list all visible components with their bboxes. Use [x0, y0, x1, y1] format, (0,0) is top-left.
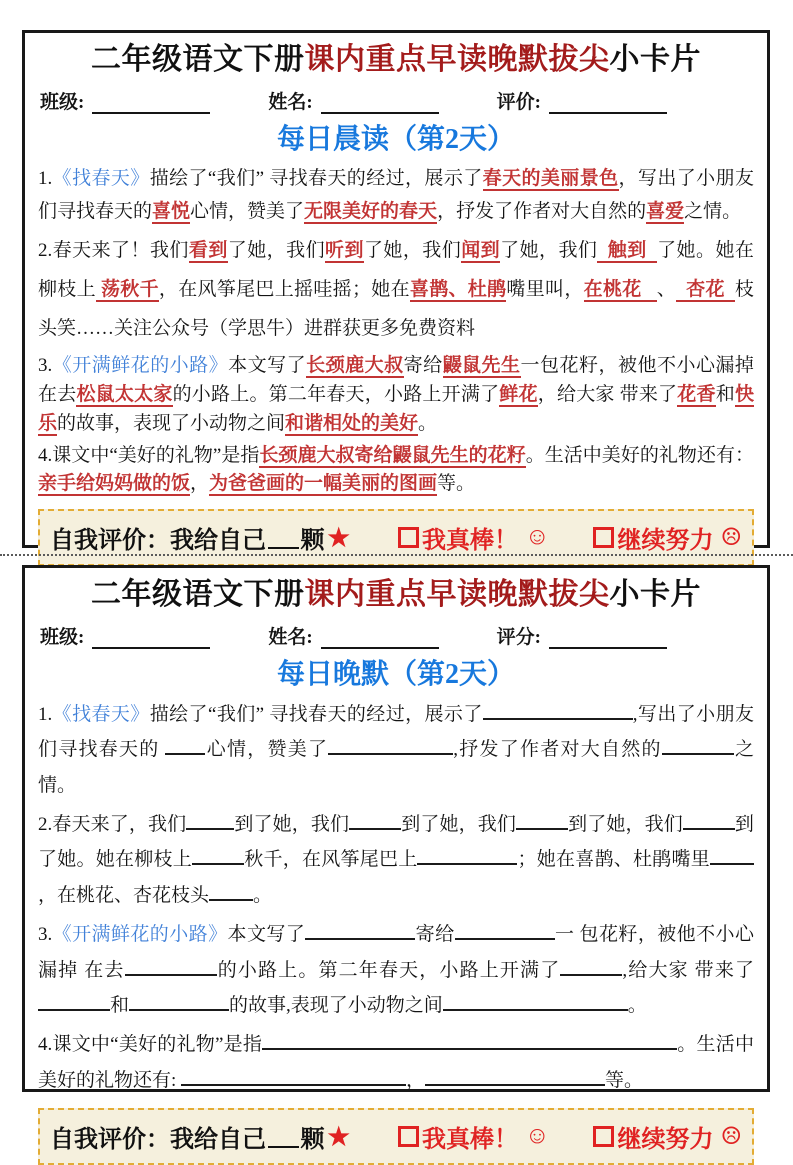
answer-text: 在桃花: [583, 279, 657, 301]
fill-in-blank[interactable]: [305, 922, 415, 940]
answer-text: 喜鹊、杜鹃: [409, 279, 507, 301]
sad-face-icon: ☹: [720, 1124, 742, 1151]
answer-text: 长颈鹿大叔: [306, 354, 404, 376]
score-field: [497, 622, 667, 649]
body-text: 到了她，我们: [567, 813, 683, 835]
class-label: 班级:: [40, 626, 85, 648]
lesson-title-text: 《找春天》: [52, 167, 150, 189]
self-eval-label: 自我评价：我给自己: [50, 1127, 266, 1154]
answer-text: 亲手给妈妈做的饭: [38, 473, 191, 495]
body-text: 了她，我们: [500, 240, 598, 262]
fill-in-blank[interactable]: [560, 957, 622, 975]
body-text: ,抒发了作者对大自然的: [453, 739, 662, 761]
question-item-1: [38, 697, 754, 804]
body-text: ，: [190, 473, 210, 495]
fill-in-blank[interactable]: [165, 737, 205, 755]
question-item-3: [38, 917, 754, 1024]
body-text: 。生活中美好的礼物还有：: [525, 444, 754, 466]
class-field: [40, 622, 210, 649]
evening-dictation-card: [22, 565, 770, 1154]
fill-in-blank[interactable]: [443, 993, 628, 1011]
title-text-red: 课内重点早读晚默拔尖: [304, 578, 610, 611]
section-heading-morning: 每日晨读（第2天）: [276, 123, 515, 155]
body-text: 的小路上。第二年春天，小路上开满了: [172, 383, 500, 405]
answer-text: 触到: [597, 240, 658, 262]
self-evaluation-box: [38, 509, 754, 566]
sad-face-icon: ☹: [720, 525, 742, 552]
body-text: 一 包花籽，被他不小心漏掉 在去: [38, 923, 754, 981]
evaluation-input-line[interactable]: [549, 95, 667, 113]
score-label: 评分:: [496, 626, 541, 648]
header-fields: [40, 87, 752, 114]
body-text: 的小路上。第二年春天，小路上开满了: [216, 959, 561, 981]
body-text: 。: [418, 412, 438, 434]
body-text: 寄给: [415, 923, 455, 945]
body-text: 了她，我们: [363, 240, 462, 262]
checkbox-keep-trying[interactable]: [593, 527, 614, 548]
name-input-line[interactable]: [321, 630, 439, 648]
body-text: 1.: [38, 703, 53, 725]
body-text: ,写出了小朋友们寻找春天的: [38, 703, 754, 761]
answer-text: 花香: [677, 383, 716, 405]
body-text: ,给大家 带来了: [622, 959, 754, 981]
lesson-title-text: 《开满鲜花的小路》: [52, 354, 229, 376]
body-text: 寄给: [403, 354, 443, 376]
answer-text: 快乐: [38, 383, 754, 434]
lesson-title-text: 《找春天》: [52, 703, 150, 725]
stars-unit-label: 颗: [300, 1127, 325, 1154]
self-eval-label: 自我评价：我给自己: [50, 528, 266, 555]
answer-text: 松鼠太太家: [76, 383, 173, 405]
answer-text: 和谐相处的美好: [285, 412, 419, 434]
stars-unit-label: 颗: [300, 528, 325, 555]
question-item-2: [38, 232, 754, 349]
fill-in-blank[interactable]: [349, 812, 401, 830]
body-text: 等。: [437, 473, 476, 495]
fill-in-blank[interactable]: [328, 737, 453, 755]
body-text: 心情，赞美了: [205, 739, 329, 761]
fill-in-blank[interactable]: [683, 812, 735, 830]
body-text: 秋千，在风筝尾巴上: [244, 849, 418, 871]
body-text: 3.: [38, 354, 53, 376]
title-text-black-right: 小卡片: [609, 43, 701, 76]
body-text: ，在风筝尾巴上摇哇摇；她在: [158, 279, 410, 301]
answer-text: 鼹鼠先生: [442, 354, 521, 376]
body-text: 到了她，我们: [234, 813, 350, 835]
card-title: [38, 575, 754, 616]
answer-text: 闻到: [461, 240, 501, 262]
body-text: 。生活中美好的礼物还有:: [38, 1033, 754, 1091]
name-label: 姓名:: [268, 91, 313, 113]
body-text: 了她，我们: [227, 240, 326, 262]
fill-in-blank[interactable]: [209, 883, 253, 901]
body-text: 嘴里叫，: [506, 279, 584, 301]
answer-text: 无限美好的春天: [304, 201, 438, 223]
answer-text: 长颈鹿大叔寄给鼹鼠先生的花籽: [259, 444, 526, 466]
body-text: ，写出了小朋友们寻找春天的: [38, 167, 754, 223]
happy-face-icon: ☺: [524, 1123, 550, 1150]
im-great-label: 我真棒！: [421, 528, 518, 555]
answer-text: 杏花: [676, 279, 735, 301]
question-item-4: [38, 442, 754, 500]
question-item-2: [38, 807, 754, 914]
body-text: 本文写了: [227, 923, 306, 945]
body-text: 描绘了“我们” 寻找春天的经过，展示了: [149, 703, 483, 725]
header-fields: [40, 622, 752, 649]
self-evaluation-box: [38, 1108, 754, 1165]
star-icon: ★: [327, 1123, 350, 1151]
answer-text: 喜爱: [646, 201, 685, 223]
fill-in-blank[interactable]: [125, 957, 217, 975]
body-text: 枝头笑……关注公众号（学思牛）进群获更多免费资料: [38, 279, 754, 339]
body-text: 到了她，我们: [401, 813, 516, 835]
fill-in-blank[interactable]: [262, 1032, 677, 1050]
answer-text: 听到: [325, 240, 364, 262]
fill-in-blank[interactable]: [483, 701, 633, 719]
fill-in-blank[interactable]: [425, 1068, 605, 1086]
class-input-line[interactable]: [92, 95, 210, 113]
name-input-line[interactable]: [321, 95, 439, 113]
fill-in-blank[interactable]: [186, 812, 234, 830]
body-text: 的故事，表现了小动物之间: [57, 412, 286, 434]
answer-text: 为爸爸画的一幅美丽的图画: [209, 473, 438, 495]
answer-text: 荡秋千: [95, 279, 159, 301]
body-text: ，: [406, 1069, 426, 1091]
body-text: 描绘了“我们” 寻找春天的经过，展示了: [149, 167, 483, 189]
class-label: 班级:: [40, 91, 85, 113]
body-text: 。: [627, 995, 647, 1017]
fill-in-blank[interactable]: [38, 993, 110, 1011]
question-item-3: [38, 352, 754, 439]
fill-in-blank[interactable]: [455, 922, 555, 940]
checkbox-keep-trying[interactable]: [593, 1126, 614, 1147]
title-text-red: 课内重点早读晚默拔尖: [304, 43, 610, 76]
dashed-cut-line: [0, 554, 793, 556]
fill-in-blank[interactable]: [129, 993, 229, 1011]
class-field: [40, 87, 210, 114]
body-text: 4.课文中“美好的礼物”是指: [38, 1033, 263, 1055]
answer-text: 春天的美丽景色: [482, 167, 619, 189]
option-keep-trying: [593, 520, 742, 555]
fill-in-blank[interactable]: [516, 812, 568, 830]
body-text: ，在桃花、杏花枝头: [38, 885, 210, 907]
fill-in-blank[interactable]: [662, 737, 734, 755]
body-text: 的故事,表现了小动物之间: [229, 995, 443, 1017]
happy-face-icon: ☺: [524, 524, 550, 551]
fill-in-blank[interactable]: [710, 847, 754, 865]
option-im-great: [398, 520, 550, 555]
name-label: 姓名:: [268, 626, 313, 648]
checkbox-im-great[interactable]: [398, 1126, 419, 1147]
name-field: [268, 87, 438, 114]
body-text: 、: [656, 279, 677, 301]
body-text: 1.: [38, 167, 53, 189]
card-title: [38, 40, 754, 81]
answer-text: 鲜花: [499, 383, 538, 405]
body-text: 到了她。她在柳枝上: [38, 813, 754, 871]
option-keep-trying: [593, 1119, 742, 1154]
answer-text: 看到: [188, 240, 228, 262]
section-heading-evening: 每日晚默（第2天）: [276, 658, 515, 690]
body-text: ，抒发了作者对大自然的: [437, 201, 647, 223]
title-text-black-left: 二年级语文下册: [91, 43, 305, 76]
checkbox-im-great[interactable]: [398, 527, 419, 548]
fill-in-blank[interactable]: [417, 847, 517, 865]
class-input-line[interactable]: [92, 630, 210, 648]
star-icon: ★: [327, 524, 350, 552]
lesson-title-text: 《开满鲜花的小路》: [52, 923, 228, 945]
fill-in-blank[interactable]: [181, 1068, 406, 1086]
morning-reading-card: [22, 30, 770, 555]
fill-in-blank[interactable]: [192, 847, 244, 865]
stars-count-blank[interactable]: [268, 1126, 299, 1148]
im-great-label: 我真棒！: [421, 1127, 518, 1154]
body-text: 之情。: [684, 201, 742, 223]
body-text: 和: [715, 383, 735, 405]
keep-trying-label: 继续努力: [617, 1127, 714, 1154]
body-text: 。: [253, 885, 273, 907]
body-text: 4.课文中“美好的礼物”是指: [38, 444, 260, 466]
evaluation-label: 评价:: [496, 91, 541, 113]
name-field: [268, 622, 438, 649]
stars-count-blank[interactable]: [268, 527, 299, 549]
body-text: 2.春天来了！我们: [38, 240, 189, 262]
title-text-black-right: 小卡片: [609, 578, 701, 611]
body-text: ，给大家 带来了: [537, 383, 678, 405]
question-item-1: [38, 162, 754, 230]
body-text: 等。: [605, 1069, 644, 1091]
body-text: 3.: [38, 923, 53, 945]
title-text-black-left: 二年级语文下册: [91, 578, 305, 611]
body-text: 2.春天来了，我们: [38, 813, 187, 835]
score-input-line[interactable]: [549, 630, 667, 648]
body-text: 本文写了: [228, 354, 307, 376]
body-text: 之情。: [38, 739, 754, 796]
body-text: ；她在喜鹊、杜鹃嘴里: [517, 849, 710, 871]
question-item-4: [38, 1027, 754, 1098]
evaluation-field: [497, 87, 667, 114]
keep-trying-label: 继续努力: [617, 528, 714, 555]
body-text: 一包花籽，被他不小心漏掉在去: [38, 354, 754, 405]
body-text: 了她。她在柳枝上: [38, 240, 754, 301]
option-im-great: [398, 1119, 550, 1154]
body-text: 和: [110, 995, 130, 1017]
answer-text: 喜悦: [152, 201, 191, 223]
body-text: 心情，赞美了: [190, 201, 305, 223]
